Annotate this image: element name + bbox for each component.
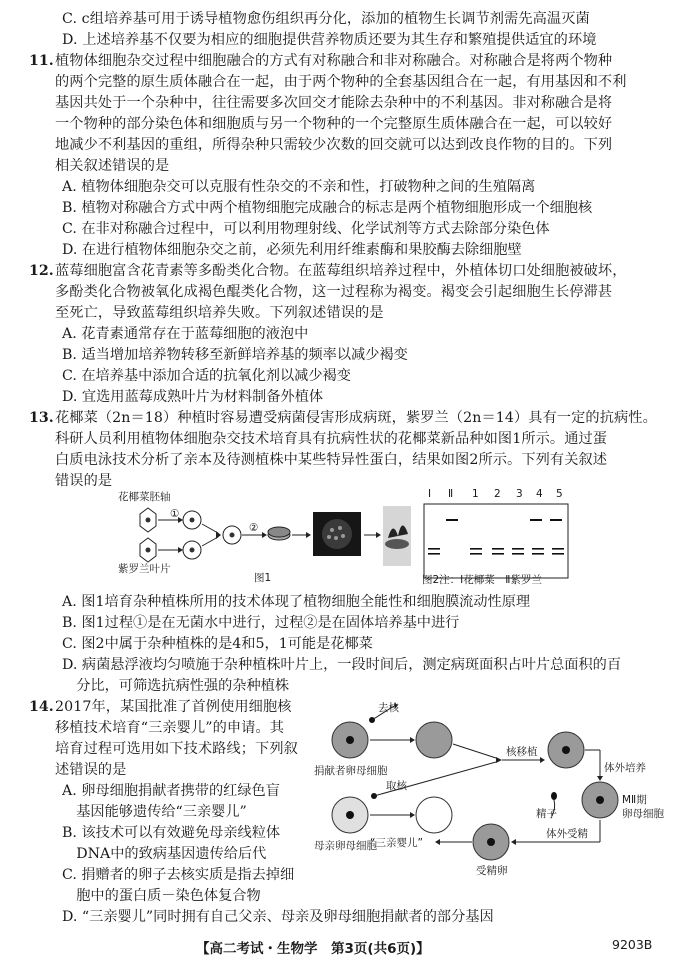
lane-label: 3 (516, 488, 523, 500)
q11-number: 11. (29, 53, 54, 69)
q11-line: 地减少不利基因的重组，所得杂种只需较少次数的回交就可以达到改良作物的目的。下列 (55, 137, 613, 153)
q11-option-c: C. 在非对称融合过程中，可以利用物理射线、化学试剂等方式去除部分染色体 (62, 221, 550, 237)
fig-label-baby: “三亲婴儿” (370, 837, 423, 849)
q12-line: 多酚类化合物被氧化成褐色醌类化合物，这一过程称为褐变。褐变会引起细胞生长停滞甚 (55, 284, 613, 300)
q12-option-c: C. 在培养基中添加合适的抗氧化剂以减少褐变 (62, 368, 351, 384)
fig-label-sperm: 精子 (536, 808, 557, 820)
q13-line: 花椰菜（2n＝18）种植时容易遭受病菌侵害形成病斑，紫罗兰（2n＝14）具有一定的抗病性。 (55, 410, 657, 426)
q13-line: 科研人员利用植物体细胞杂交技术培育具有抗病性状的花椰菜新品种如图1所示。通过蛋 (55, 431, 608, 447)
fig-label-donor: 捐献者卵母细胞 (314, 765, 388, 777)
fig-label-culture: 体外培养 (604, 762, 646, 774)
lane-label: 5 (556, 488, 563, 500)
q13-option-d: D. 病菌悬浮液均匀喷施于杂种植株叶片上，一段时间后，测定病斑面积占叶片总面积的百 (62, 657, 622, 673)
fig-label-mii: MⅡ期 (622, 794, 647, 806)
q11-option-d: D. 在进行植物体细胞杂交之前，必须先利用纤维素酶和果胶酶去除细胞壁 (62, 242, 522, 258)
q12-option-a: A. 花青素通常存在于蓝莓细胞的液泡中 (62, 326, 309, 342)
fig2-caption: 图2注：Ⅰ花椰菜 Ⅱ紫罗兰 (422, 574, 542, 586)
q13-line: 白质电泳技术分析了亲本及待测植株中某些特异性蛋白，结果如图2所示。下列有关叙述 (55, 452, 608, 468)
q14-line: 培育过程可选用如下技术路线；下列叙 (55, 741, 298, 757)
fig1-step-1: ① (170, 508, 180, 520)
fig2-lane-labels (428, 488, 570, 502)
q13-number: 13. (29, 410, 54, 426)
q14-number: 14. (29, 699, 54, 715)
q13-option-a: A. 图1培育杂种植株所用的技术体现了植物细胞全能性和细胞膜流动性原理 (62, 594, 531, 610)
q14-option-c-cont: 胞中的蛋白质－染色体复合物 (62, 888, 261, 904)
fig-label-take-nucleus: 取核 (386, 780, 407, 792)
lane-label: Ⅱ (448, 488, 454, 500)
q10-option-c: C. c组培养基可用于诱导植物愈伤组织再分化，添加的植物生长调节剂需先高温灭菌 (62, 11, 590, 27)
enucleated-oocyte-icon (416, 722, 452, 758)
q12-number: 12. (29, 263, 54, 279)
q11-line: 植物体细胞杂交过程中细胞融合的方式有对称融合和非对称融合。对称融合是将两个物种 (55, 53, 613, 69)
fig1-label-cauliflower: 花椰菜胚轴 (118, 491, 171, 503)
q13-option-b: B. 图1过程①是在无菌水中进行，过程②是在固体培养基中进行 (62, 615, 460, 631)
q11-option-b: B. 植物对称融合方式中两个植物细胞完成融合的标志是两个植物细胞形成一个细胞核 (62, 200, 593, 216)
mother-enucleated-icon (416, 797, 452, 833)
q14-line: 移植技术培育“三亲婴儿”的申请。其 (55, 720, 285, 736)
q12-option-d: D. 宜选用蓝莓成熟叶片为材料制备外植体 (62, 389, 324, 405)
q13-line: 错误的是 (55, 473, 113, 489)
sperm-icon (551, 792, 557, 800)
footer-title: 【高二考试・生物学 第3页(共6页)】 (196, 941, 430, 957)
q11-line: 一个物种的部分染色体和细胞质与另一个物种的一个完整原生质体融合在一起，可以较好 (55, 116, 613, 132)
q11-line: 基因共处于一个杂种中，往往需要多次回交才能除去杂种中的不利基因。非对称融合是将 (55, 95, 613, 111)
q12-line: 蓝莓细胞富含花青素等多酚类化合物。在蓝莓组织培养过程中，外植体切口处细胞被破坏， (55, 263, 627, 279)
figure-three-parent-baby (310, 700, 670, 902)
q14-line: 述错误的是 (55, 762, 127, 778)
q10-option-d: D. 上述培养基不仅要为相应的细胞提供营养物质还要为其生存和繁殖提供适宜的环境 (62, 32, 597, 48)
fig-label-mother: 母亲卵母细胞 (314, 840, 377, 852)
fig-label-zygote: 受精卵 (476, 865, 508, 877)
q14-option-a-cont: 基因能够遗传给“三亲婴儿” (62, 804, 247, 820)
electrophoresis-gel (422, 502, 572, 582)
q14-option-a: A. 卵母细胞捐献者携带的红绿色盲 (62, 783, 280, 799)
q12-line: 至死亡，导致蓝莓组织培养失败。下列叙述错误的是 (55, 305, 384, 321)
q13-option-d-cont: 分比，可筛选抗病性强的杂种植株 (62, 678, 290, 694)
lane-label: 1 (472, 488, 479, 500)
q13-option-c: C. 图2中属于杂种植株的是4和5，1可能是花椰菜 (62, 636, 373, 652)
lane-label: 2 (494, 488, 501, 500)
fig1-label-violet: 紫罗兰叶片 (118, 563, 171, 575)
figure-2 (422, 486, 572, 590)
fig1-caption: 图1 (254, 572, 272, 584)
q14-option-c: C. 捐赠者的卵子去核实质是指去掉细 (62, 867, 295, 883)
fig-label-mii-oocyte: 卵母细胞 (622, 808, 664, 820)
q14-option-b: B. 该技术可以有效避免母亲线粒体 (62, 825, 281, 841)
q11-line: 的两个完整的原生质体融合在一起，由于两个物种的全套基因组合在一起，有用基因和不利 (55, 74, 627, 90)
q12-option-b: B. 适当增加培养物转移至新鲜培养基的频率以减少褐变 (62, 347, 408, 363)
q11-option-a: A. 植物体细胞杂交可以克服有性杂交的不亲和性，打破物种之间的生殖隔离 (62, 179, 536, 195)
q14-line: 2017年，某国批准了首例使用细胞核 (55, 699, 292, 715)
lane-label: 4 (536, 488, 543, 500)
q14-option-b-cont: DNA中的致病基因遗传给后代 (62, 846, 267, 862)
fig-label-ivf: 体外受精 (546, 828, 588, 840)
q11-line: 相关叙述错误的是 (55, 158, 170, 174)
q14-option-d: D. “三亲婴儿”同时拥有自己父亲、母亲及卵母细胞捐献者的部分基因 (62, 909, 494, 925)
fig-label-nuclear-transfer: 核移植 (506, 746, 538, 758)
figure-1 (110, 486, 415, 586)
fig-label-enucleate: 去核 (378, 702, 399, 714)
lane-label: Ⅰ (428, 488, 432, 500)
footer-code: 9203B (612, 937, 653, 952)
fig1-step-2: ② (249, 522, 259, 534)
